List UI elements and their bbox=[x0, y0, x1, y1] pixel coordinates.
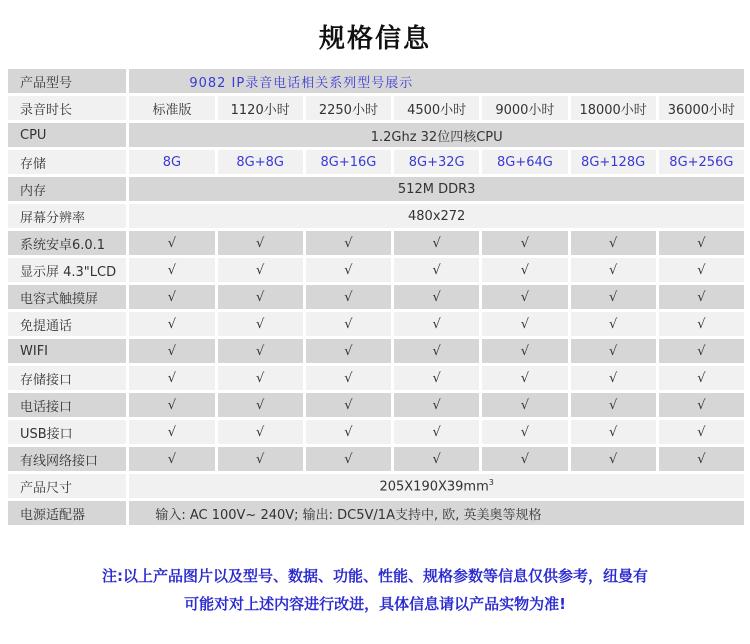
checkmark-icon: √ bbox=[482, 258, 567, 282]
duration-cell: 2250小时 bbox=[306, 96, 391, 120]
checkmark-icon: √ bbox=[394, 366, 479, 390]
row-label: 存储接口 bbox=[8, 366, 126, 390]
checkmark-icon: √ bbox=[218, 420, 303, 444]
row-label: 免提通话 bbox=[8, 312, 126, 336]
duration-cell: 4500小时 bbox=[394, 96, 479, 120]
checkmark-icon: √ bbox=[394, 339, 479, 363]
row-resolution bbox=[8, 204, 744, 228]
duration-cell: 18000小时 bbox=[571, 96, 656, 120]
model-series-title: 9082 IP录音电话相关系列型号展示 bbox=[129, 69, 744, 93]
checkmark-icon: √ bbox=[482, 285, 567, 309]
checkmark-icon: √ bbox=[659, 258, 744, 282]
disclaimer-line-1: 注:以上产品图片以及型号、数据、功能、性能、规格参数等信息仅供参考，纽曼有 bbox=[101, 567, 648, 585]
checkmark-icon: √ bbox=[659, 393, 744, 417]
row-label: 电容式触摸屏 bbox=[8, 285, 126, 309]
checkmark-icon: √ bbox=[394, 420, 479, 444]
row-label: 产品尺寸 bbox=[8, 474, 126, 498]
storage-cell: 8G bbox=[129, 150, 214, 174]
row-cpu bbox=[8, 123, 744, 147]
duration-cell: 9000小时 bbox=[482, 96, 567, 120]
checkmark-icon: √ bbox=[218, 258, 303, 282]
checkmark-icon: √ bbox=[306, 393, 391, 417]
row-feature bbox=[8, 393, 744, 417]
row-label: 屏幕分辨率 bbox=[8, 204, 126, 228]
row-feature bbox=[8, 339, 744, 363]
size-unit-exponent: 3 bbox=[488, 477, 494, 487]
checkmark-icon: √ bbox=[218, 366, 303, 390]
checkmark-icon: √ bbox=[482, 312, 567, 336]
storage-cell: 8G+64G bbox=[482, 150, 567, 174]
row-power bbox=[8, 501, 744, 525]
checkmark-icon: √ bbox=[394, 393, 479, 417]
memory-value: 512M DDR3 bbox=[129, 177, 744, 201]
checkmark-icon: √ bbox=[571, 258, 656, 282]
page-title: 规格信息 bbox=[318, 24, 431, 54]
row-label: WIFI bbox=[8, 339, 126, 363]
cpu-value: 1.2Ghz 32位四核CPU bbox=[129, 123, 744, 147]
disclaimer-line-2: 可能对对上述内容进行改进，具体信息请以产品实物为准! bbox=[184, 595, 566, 613]
checkmark-icon: √ bbox=[129, 231, 214, 255]
checkmark-icon: √ bbox=[394, 447, 479, 471]
storage-cell: 8G+32G bbox=[394, 150, 479, 174]
checkmark-icon: √ bbox=[129, 285, 214, 309]
storage-cell: 8G+256G bbox=[659, 150, 744, 174]
checkmark-icon: √ bbox=[306, 312, 391, 336]
checkmark-icon: √ bbox=[129, 339, 214, 363]
storage-cell: 8G+8G bbox=[218, 150, 303, 174]
checkmark-icon: √ bbox=[129, 393, 214, 417]
checkmark-icon: √ bbox=[218, 447, 303, 471]
row-label: 有线网络接口 bbox=[8, 447, 126, 471]
row-duration bbox=[8, 96, 744, 120]
storage-cell: 8G+128G bbox=[571, 150, 656, 174]
row-size bbox=[8, 474, 744, 498]
row-label: 存储 bbox=[8, 150, 126, 174]
row-label: CPU bbox=[8, 123, 126, 147]
checkmark-icon: √ bbox=[571, 393, 656, 417]
checkmark-icon: √ bbox=[218, 312, 303, 336]
checkmark-icon: √ bbox=[394, 285, 479, 309]
size-value bbox=[129, 474, 744, 498]
checkmark-icon: √ bbox=[306, 339, 391, 363]
row-feature bbox=[8, 231, 744, 255]
checkmark-icon: √ bbox=[659, 447, 744, 471]
checkmark-icon: √ bbox=[394, 312, 479, 336]
checkmark-icon: √ bbox=[306, 258, 391, 282]
row-label: USB接口 bbox=[8, 420, 126, 444]
row-label: 电话接口 bbox=[8, 393, 126, 417]
resolution-value: 480x272 bbox=[129, 204, 744, 228]
row-memory bbox=[8, 177, 744, 201]
row-feature bbox=[8, 285, 744, 309]
checkmark-icon: √ bbox=[218, 393, 303, 417]
checkmark-icon: √ bbox=[571, 447, 656, 471]
checkmark-icon: √ bbox=[571, 339, 656, 363]
checkmark-icon: √ bbox=[482, 420, 567, 444]
storage-cell: 8G+16G bbox=[306, 150, 391, 174]
row-feature bbox=[8, 447, 744, 471]
duration-cell: 1120小时 bbox=[218, 96, 303, 120]
checkmark-icon: √ bbox=[306, 366, 391, 390]
checkmark-icon: √ bbox=[129, 312, 214, 336]
checkmark-icon: √ bbox=[482, 339, 567, 363]
checkmark-icon: √ bbox=[659, 420, 744, 444]
checkmark-icon: √ bbox=[659, 339, 744, 363]
checkmark-icon: √ bbox=[659, 366, 744, 390]
checkmark-icon: √ bbox=[571, 231, 656, 255]
checkmark-icon: √ bbox=[571, 366, 656, 390]
row-label: 显示屏 4.3"LCD bbox=[8, 258, 126, 282]
duration-cell: 标准版 bbox=[129, 96, 214, 120]
row-label: 产品型号 bbox=[8, 69, 126, 93]
checkmark-icon: √ bbox=[394, 231, 479, 255]
checkmark-icon: √ bbox=[571, 420, 656, 444]
spec-table bbox=[5, 66, 747, 528]
checkmark-icon: √ bbox=[482, 366, 567, 390]
row-feature bbox=[8, 366, 744, 390]
row-feature bbox=[8, 312, 744, 336]
row-label: 电源适配器 bbox=[8, 501, 126, 525]
row-label: 录音时长 bbox=[8, 96, 126, 120]
checkmark-icon: √ bbox=[218, 231, 303, 255]
row-model bbox=[8, 69, 744, 93]
row-storage bbox=[8, 150, 744, 174]
checkmark-icon: √ bbox=[571, 312, 656, 336]
row-label: 系统安卓6.0.1 bbox=[8, 231, 126, 255]
size-text: 205X190X39mm bbox=[379, 479, 489, 495]
checkmark-icon: √ bbox=[306, 420, 391, 444]
checkmark-icon: √ bbox=[659, 231, 744, 255]
checkmark-icon: √ bbox=[218, 285, 303, 309]
checkmark-icon: √ bbox=[659, 312, 744, 336]
checkmark-icon: √ bbox=[129, 420, 214, 444]
checkmark-icon: √ bbox=[394, 258, 479, 282]
checkmark-icon: √ bbox=[129, 366, 214, 390]
checkmark-icon: √ bbox=[129, 447, 214, 471]
checkmark-icon: √ bbox=[306, 231, 391, 255]
duration-cell: 36000小时 bbox=[659, 96, 744, 120]
row-feature bbox=[8, 420, 744, 444]
checkmark-icon: √ bbox=[571, 285, 656, 309]
checkmark-icon: √ bbox=[129, 258, 214, 282]
checkmark-icon: √ bbox=[659, 285, 744, 309]
checkmark-icon: √ bbox=[306, 285, 391, 309]
checkmark-icon: √ bbox=[306, 447, 391, 471]
row-feature bbox=[8, 258, 744, 282]
checkmark-icon: √ bbox=[482, 393, 567, 417]
checkmark-icon: √ bbox=[218, 339, 303, 363]
row-label: 内存 bbox=[8, 177, 126, 201]
checkmark-icon: √ bbox=[482, 447, 567, 471]
checkmark-icon: √ bbox=[482, 231, 567, 255]
power-value: 输入: AC 100V~ 240V; 输出: DC5V/1A支持中, 欧, 英美奥等规格 bbox=[129, 501, 744, 525]
